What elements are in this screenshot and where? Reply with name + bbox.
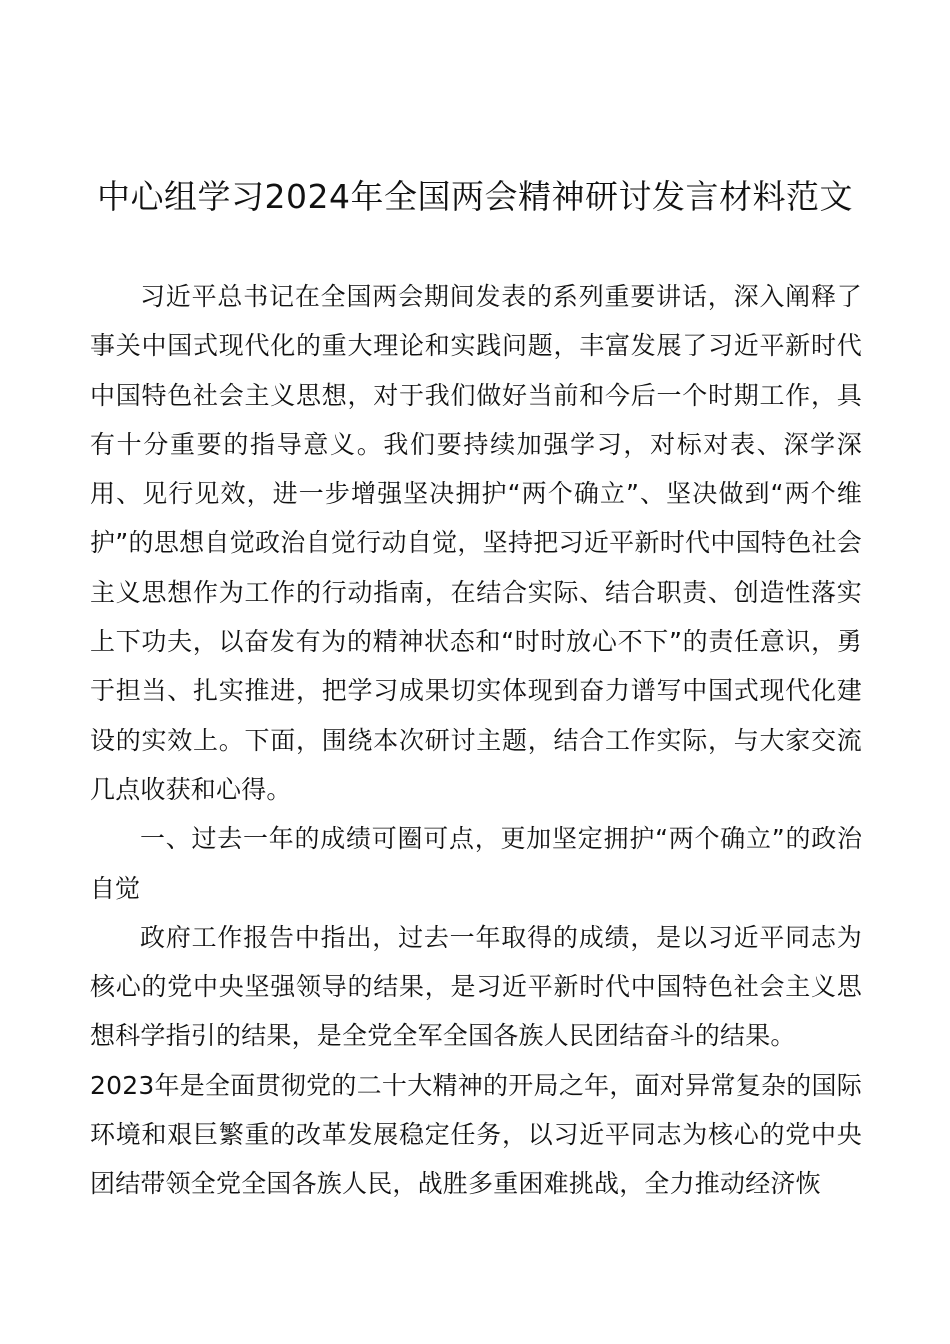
body-paragraph: 政府工作报告中指出，过去一年取得的成绩，是以习近平同志为核心的党中央坚强领导的结果，是习近平新时代中国特色社会主义思想科学指引的结果，是全党全军全国各族人民团结奋斗的结果。 [90,922,862,1051]
document-body [90,272,862,1209]
intro-paragraph: 习近平总书记在全国两会期间发表的系列重要讲话，深入阐释了事关中国式现代化的重大理论和实践问题，丰富发展了习近平新时代中国特色社会主义思想，对于我们做好当前和今后一个时期工作，具有十分重要的指导意义。我们要持续加强学习，对标对表、深学深用、见行见效，进一步增强坚决拥护“两个确立”、坚决做到“两个维护”的思想自觉政治自觉行动自觉，坚持把习近平新时代中国特色社会主义思想作为工作的行动指南，在结合实际、结合职责、创造性落实上下功夫，以奋发有为的精神状态和“时时放心不下”的责任意识，勇于担当、扎实推进，把学习成果切实体现到奋力谱写中国式现代化建设的实效上。下面，围绕本次研讨主题，结合工作实际，与大家交流几点收获和心得。 [90,282,862,804]
body-paragraph: 2023年是全面贯彻党的二十大精神的开局之年，面对异常复杂的国际环境和艰巨繁重的改革发展稳定任务，以习近平同志为核心的党中央团结带领全党全国各族人民，战胜多重困难挑战，全力推动经济恢 [90,1070,862,1199]
document-title: 中心组学习2024年全国两会精神研讨发言材料范文 [97,177,853,216]
section-heading-1: 一、过去一年的成绩可圈可点，更加坚定拥护“两个确立”的政治自觉 [90,824,862,903]
